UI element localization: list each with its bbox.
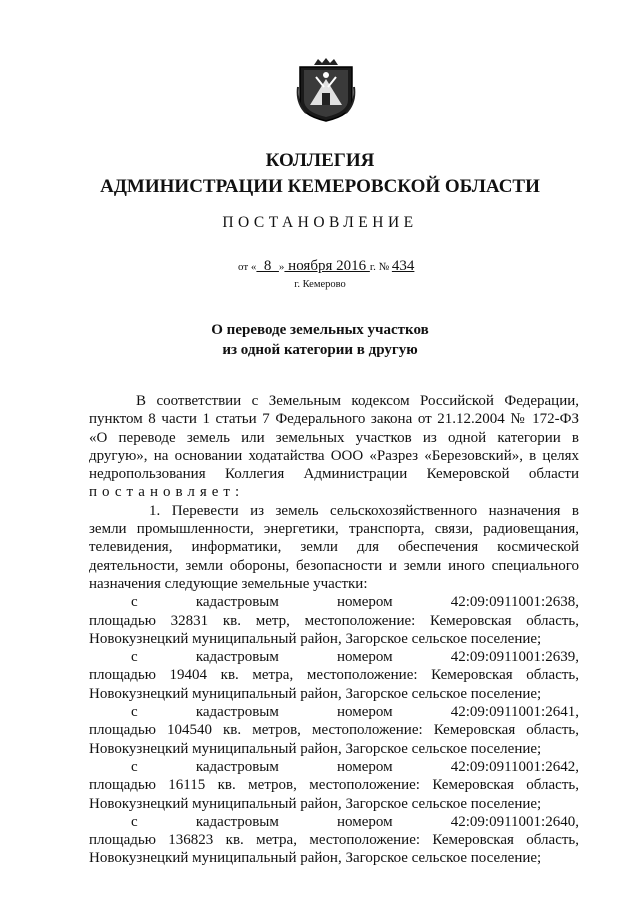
year-suffix: г. (369, 261, 376, 273)
parcel-word: номером (337, 813, 393, 830)
parcel-area-line: площадью 104540 кв. метров, местоположение: Кемеровская область, (89, 722, 579, 739)
item-line: 1. Перевести из земель сельскохозяйственного назначения в (149, 502, 579, 519)
intro-line: В соответствии с Земельным кодексом Российской Федерации, (136, 393, 579, 409)
parcel-area-line: площадью 32831 кв. метр, местоположение: Кемеровская область, (89, 612, 579, 629)
parcel-area-line: площадью 16115 кв. метров, местоположение: Кемеровская область, (89, 777, 579, 794)
parcel-cadastral-number: 42:09:0911001:2638, (450, 594, 579, 611)
city: г. Кемерово (294, 279, 346, 290)
parcel-word: с (131, 704, 138, 721)
parcel-word: кадастровым (195, 649, 279, 666)
intro-line: пунктом 8 части 1 статьи 7 Федерального закона от 21.12.2004 № 172-ФЗ (89, 411, 579, 428)
parcel-location-line: Новокузнецкий муниципальный район, Загорское сельское поселение; (89, 740, 542, 757)
parcel-word: с (131, 649, 138, 666)
number-label: № (375, 261, 392, 273)
parcel-word: номером (337, 649, 393, 666)
parcel-location-line: Новокузнецкий муниципальный район, Загорское сельское поселение; (89, 685, 542, 702)
org-title-line2: АДМИНИСТРАЦИИ КЕМЕРОВСКОЙ ОБЛАСТИ (100, 176, 540, 197)
date-day: 8 (256, 258, 279, 274)
document-body (89, 392, 579, 868)
date-line (238, 258, 414, 275)
parcel-word: номером (337, 594, 393, 611)
intro-line-resolves: постановляет: (89, 484, 245, 501)
parcel-cadastral-row (89, 813, 579, 831)
document-number: 434 (391, 258, 415, 274)
intro-line: недропользования Коллегия Администрации Кемеровской области (89, 466, 579, 483)
date-month-year: ноября 2016 (284, 258, 370, 274)
parcel-cadastral-row (89, 648, 579, 666)
parcel-cadastral-row (89, 593, 579, 611)
parcel-word: с (131, 813, 138, 830)
parcel-word: с (131, 594, 138, 611)
item-line: земли промышленности, энергетики, транспорта, связи, радиовещания, (89, 521, 579, 538)
item-line: телевидения, информатики, земли для обеспечения космической (89, 539, 579, 556)
parcel-word: кадастровым (195, 813, 279, 830)
parcel-cadastral-number: 42:09:0911001:2639, (450, 649, 579, 666)
parcel-cadastral-number: 42:09:0911001:2642, (450, 758, 579, 775)
parcel-location-line: Новокузнецкий муниципальный район, Загорское сельское поселение; (89, 795, 542, 812)
parcel-location-line: Новокузнецкий муниципальный район, Загорское сельское поселение; (89, 630, 542, 647)
document-type: ПОСТАНОВЛЕНИЕ (222, 214, 418, 231)
parcel-area-line: площадью 136823 кв. метра, местоположение: Кемеровская область, (89, 832, 579, 849)
coat-of-arms-emblem (296, 57, 356, 123)
intro-line: другую», на основании ходатайства ООО «Разрез «Березовский», в целях (89, 447, 579, 464)
org-title-line1: КОЛЛЕГИЯ (265, 150, 375, 171)
parcel-word: номером (337, 704, 393, 721)
decree-title-line2: из одной категории в другую (222, 342, 418, 358)
parcel-cadastral-row (89, 758, 579, 776)
parcel-cadastral-row (89, 703, 579, 721)
parcel-word: номером (337, 758, 393, 775)
item-line: деятельности, земли обороны, безопасности и земли иного специального (89, 557, 579, 574)
parcel-area-line: площадью 19404 кв. метра, местоположение: Кемеровская область, (89, 667, 579, 684)
parcel-word: кадастровым (195, 758, 279, 775)
item-line: назначения следующие земельные участки: (89, 575, 368, 592)
date-mid: » (278, 261, 285, 273)
intro-line: «О переводе земель или земельных участков из одной категории в (89, 429, 579, 446)
parcel-location-line: Новокузнецкий муниципальный район, Загорское сельское поселение; (89, 850, 542, 867)
decree-title-line1: О переводе земельных участков (211, 322, 429, 338)
date-prefix: от « (238, 261, 257, 273)
parcel-cadastral-number: 42:09:0911001:2641, (450, 704, 579, 721)
parcel-word: с (131, 758, 138, 775)
parcel-cadastral-number: 42:09:0911001:2640, (450, 813, 579, 830)
parcel-word: кадастровым (195, 594, 279, 611)
parcel-word: кадастровым (195, 704, 279, 721)
